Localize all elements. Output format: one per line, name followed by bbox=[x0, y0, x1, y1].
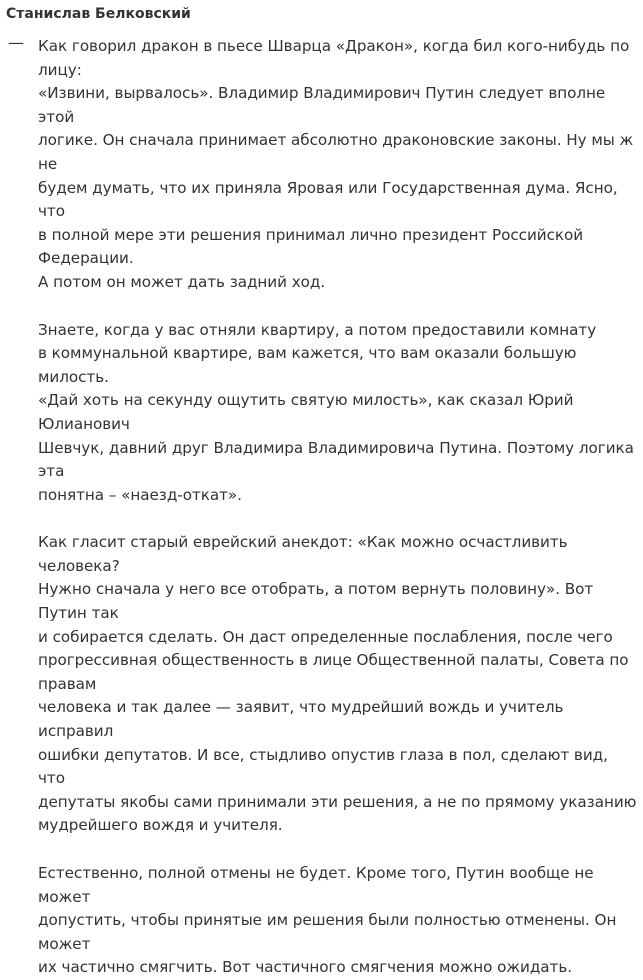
paragraph-2: Знаете, когда у вас отняли квартиру, а потом предоставили комнату в коммунальной квартире, вам кажется, что вам оказали большую милость. «Дай хоть на секунду ощутить святую милость», как сказал Юрий Юлианович Шевчук, давний друг Владимира Владимировича Путина. Поэтому логика эта понятна – «наезд-откат». bbox=[38, 320, 634, 504]
paragraph-1: Как говорил дракон в пьесе Шварца «Дракон», когда бил кого-нибудь по лицу: «Извини, вырвалось». Владимир Владимирович Путин следует вполне этой логике. Он сначала принимает абсолютно драконовские законы. Ну мы ж не будем думать, что их приняла Яровая или Государственная дума. Ясно, что в полной мере эти решения принимал лично президент Российской Федерации. А потом он может дать задний ход. bbox=[38, 37, 634, 291]
quote-text bbox=[38, 35, 638, 980]
paragraph-4: Естественно, полной отмены не будет. Кроме того, Путин вообще не может допустить, чтобы принятые им решения были полностью отменены. Он может их частично смягчить. Вот частичного смягчения можно ожидать. bbox=[38, 864, 617, 977]
author-name: Станислав Белковский bbox=[6, 6, 191, 22]
paragraph-3: Как гласит старый еврейский анекдот: «Как можно осчастливить человека? Нужно сначала у него все отобрать, а потом вернуть половину». Вот Путин так и собирается сделать. Он даст определенные послабления, после чего прогрессивная общественность в лице Общественной палаты, Совета по правам человека и так далее — заявит, что мудрейший вождь и учитель исправил ошибки депутатов. И все, стыдливо опустив глаза в пол, сделают вид, что депутаты якобы сами принимали эти решения, а не по прямому указанию мудрейшего вождя и учителя. bbox=[38, 533, 637, 835]
dash-marker: — bbox=[8, 33, 24, 52]
